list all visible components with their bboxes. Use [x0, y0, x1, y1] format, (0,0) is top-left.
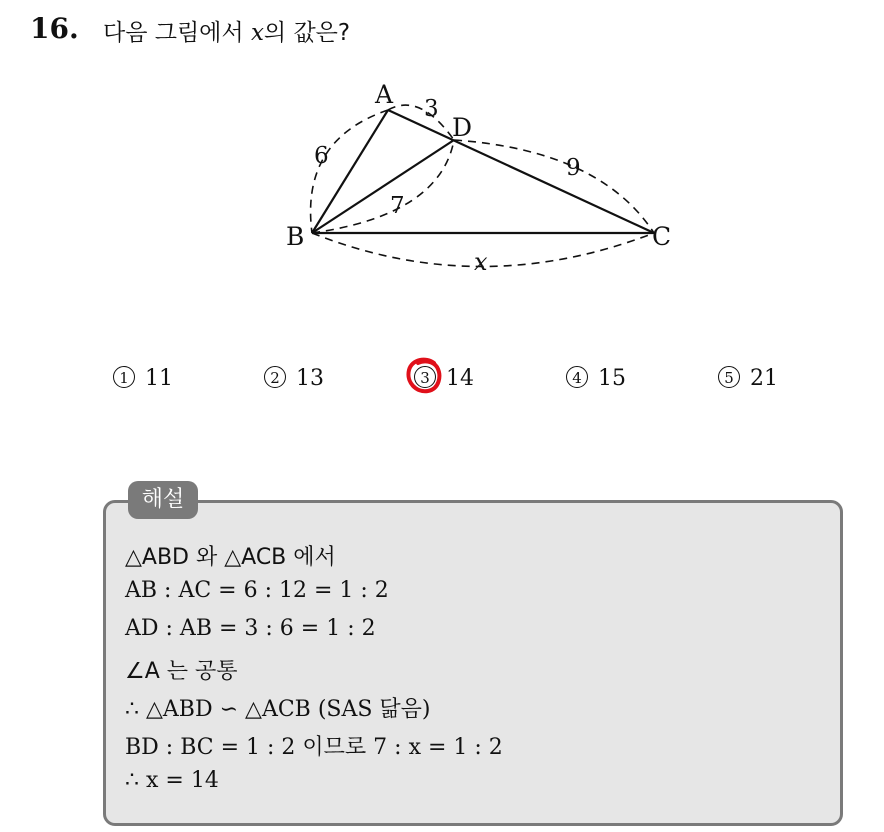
choice-number-mark: 2: [264, 366, 286, 388]
point-b-label: B: [286, 222, 305, 251]
choice-value: 13: [296, 366, 324, 391]
choice-2[interactable]: [264, 366, 324, 391]
solution-line-6: BD : BC = 1 : 2 이므로 7 : x = 1 : 2: [125, 735, 503, 760]
solution-line-5: ∴ △ABD ∽ △ACB (SAS 닮음): [125, 697, 431, 722]
choice-number-mark: 5: [718, 366, 740, 388]
length-bc-label: x: [474, 248, 488, 276]
question-number: 16.: [30, 12, 79, 45]
choice-number-mark: 3: [414, 366, 436, 388]
choice-4[interactable]: [566, 366, 626, 391]
question-text-before: 다음 그림에서: [103, 20, 251, 46]
point-d-label: D: [452, 113, 473, 142]
point-c-label: C: [652, 222, 672, 251]
choice-number-mark: 4: [566, 366, 588, 388]
length-ab-label: 6: [314, 143, 329, 169]
solution-line-7: ∴ x = 14: [125, 768, 219, 793]
point-a-label: A: [375, 80, 394, 109]
choice-value: 21: [750, 366, 778, 391]
triangle-figure: [0, 0, 884, 320]
choice-value: 15: [598, 366, 626, 391]
solution-line-1: △ABD 와 △ACB 에서: [125, 545, 336, 570]
segment-bd: [312, 140, 454, 233]
solution-line-4: ∠A 는 공통: [125, 659, 238, 684]
length-dc-label: 9: [566, 155, 581, 181]
segment-ac: [388, 110, 654, 233]
choice-value: 14: [446, 366, 474, 391]
selected-answer-ring: [404, 356, 444, 396]
solution-line-2: AB : AC = 6 : 12 = 1 : 2: [125, 578, 389, 603]
length-ad-label: 3: [424, 96, 439, 122]
solution-line-3: AD : AB = 3 : 6 = 1 : 2: [125, 616, 376, 641]
question-variable: x: [250, 20, 264, 46]
question-text-after: 의 값은?: [263, 20, 351, 46]
choice-1[interactable]: [113, 366, 173, 391]
choice-value: 11: [145, 366, 173, 391]
length-bd-label: 7: [390, 193, 405, 219]
choice-5[interactable]: [718, 366, 778, 391]
choice-number-mark: 1: [113, 366, 135, 388]
solution-tab: 해설: [128, 481, 198, 519]
